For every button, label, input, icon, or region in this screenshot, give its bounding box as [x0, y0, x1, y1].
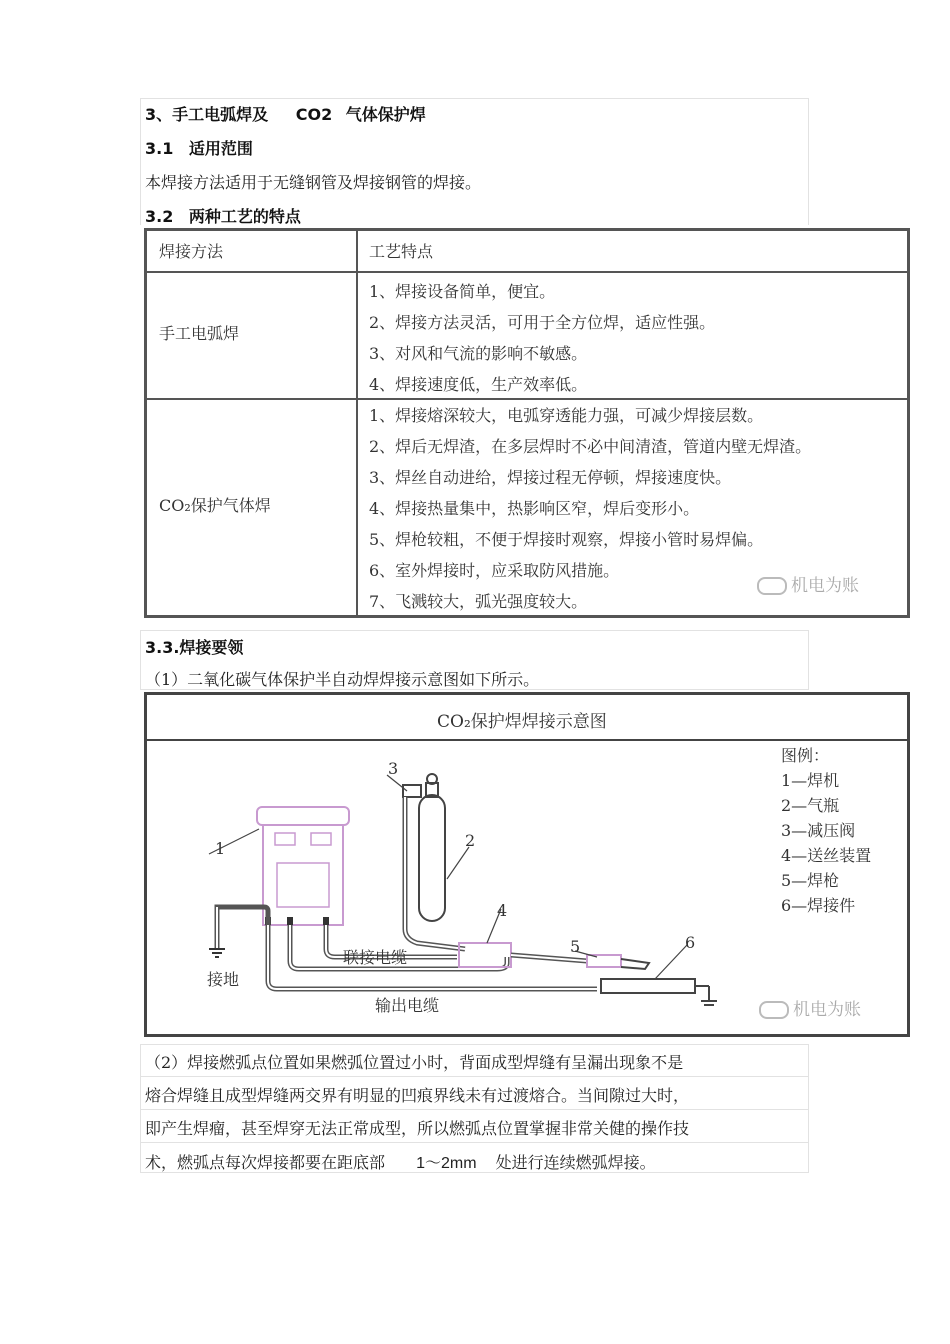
legend-item: 4—送丝装置 [781, 846, 872, 865]
diagram-watermark [759, 995, 861, 1020]
section3-title-co2: CO2 [295, 105, 333, 124]
item2-line4-b: 1～2mm [416, 1155, 477, 1172]
section32-title: 两种工艺的特点 [188, 207, 301, 226]
table-method-manual: 手工电弧焊 [159, 324, 240, 343]
workpiece-icon [601, 979, 695, 993]
co2-diagram [144, 692, 910, 1037]
legend-item: 6—焊接件 [781, 896, 856, 915]
diagram-label-1: 1 [215, 839, 226, 858]
legend-item: 3—减压阀 [781, 821, 856, 840]
item2-line1: （2）焊接燃弧点位置如果燃弧位置过小时，背面成型焊缝有呈漏出现象不是 [145, 1053, 684, 1072]
section31-heading [145, 136, 253, 159]
watermark-logo-icon [757, 577, 787, 595]
diagram-label-3: 3 [388, 759, 399, 778]
table-feature-co2-3: 3、焊丝自动进给，焊接过程无停顿，焊接速度快。 [369, 468, 732, 487]
table-feature-co2-4: 4、焊接热量集中，热影响区窄，焊后变形小。 [369, 499, 700, 518]
legend-item: 1—焊机 [781, 771, 840, 790]
watermark-logo-icon [759, 1001, 789, 1019]
section31-text: 本焊接方法适用于无缝钢管及焊接钢管的焊接。 [145, 173, 482, 192]
section31-title: 适用范围 [188, 139, 253, 158]
diagram-label-4: 4 [497, 901, 508, 920]
gas-cylinder-icon [419, 774, 445, 921]
table-header-method: 焊接方法 [159, 242, 224, 261]
section32-num: 3.2 [145, 207, 174, 226]
table-header-line [147, 271, 907, 273]
section3-title-rest: 气体保护焊 [345, 105, 426, 124]
diagram-label-5: 5 [570, 937, 581, 956]
legend-item: 5—焊枪 [781, 871, 840, 890]
diagram-watermark-text: 机电为账 [793, 1000, 861, 1020]
legend-item: 2—气瓶 [781, 796, 840, 815]
diagram-label-ground: 接地 [207, 970, 240, 989]
section33-title: 3.3.焊接要领 [145, 638, 244, 657]
table-feature-co2-7: 7、飞溅较大，弧光强度较大。 [369, 592, 588, 611]
features-table [144, 228, 910, 618]
table-col-divider [356, 231, 358, 615]
diagram-label-2: 2 [465, 831, 476, 850]
table-method-co2: CO₂保护气体焊 [159, 496, 271, 515]
table-feature-manual-3: 3、对风和气流的影响不敏感。 [369, 344, 588, 363]
diagram-legend [781, 743, 871, 918]
table-feature-co2-5: 5、焊枪较粗，不便于焊接时观察，焊接小管时易焊偏。 [369, 530, 764, 549]
table-feature-co2-2: 2、焊后无焊渣，在多层焊时不必中间清渣，管道内壁无焊渣。 [369, 437, 812, 456]
table-watermark [757, 571, 859, 596]
diagram-label-output-cable: 输出电缆 [375, 996, 440, 1015]
table-header-features: 工艺特点 [369, 242, 434, 261]
wire-feeder-icon [459, 943, 511, 967]
item2-line4 [145, 1150, 656, 1173]
welding-machine-icon [257, 807, 349, 925]
section3-title [145, 102, 426, 125]
table-row-line [147, 398, 907, 400]
diagram-title: CO₂保护焊焊接示意图 [437, 712, 607, 732]
section3-title-num: 3、手工电弧焊及 [145, 105, 269, 124]
diagram-label-6: 6 [685, 933, 696, 952]
table-feature-co2-6: 6、室外焊接时，应采取防风措施。 [369, 561, 620, 580]
table-feature-co2-1: 1、焊接熔深较大，电弧穿透能力强，可减少焊接层数。 [369, 406, 764, 425]
item2-line4-c: 处进行连续燃弧焊接。 [495, 1153, 656, 1172]
section33-item1: （1）二氧化碳气体保护半自动焊焊接示意图如下所示。 [145, 670, 540, 689]
table-feature-manual-2: 2、焊接方法灵活，可用于全方位焊，适应性强。 [369, 313, 716, 332]
item2-line3: 即产生焊瘤，甚至焊穿无法正常成型，所以燃弧点位置掌握非常关健的操作技 [145, 1119, 690, 1138]
table-feature-manual-1: 1、焊接设备简单，便宜。 [369, 282, 556, 301]
table-feature-manual-4: 4、焊接速度低，生产效率低。 [369, 375, 588, 394]
item2-line2: 熔合焊缝且成型焊缝两交界有明显的凹痕界线未有过渡熔合。当间隙过大时， [145, 1086, 690, 1105]
section31-num: 3.1 [145, 139, 174, 158]
legend-title: 图例： [781, 746, 830, 765]
table-watermark-text: 机电为账 [791, 576, 859, 596]
item2-line4-a: 术，燃弧点每次焊接都要在距底部 [145, 1153, 386, 1172]
diagram-label-link-cable: 联接电缆 [343, 948, 408, 967]
section32-heading [145, 204, 301, 227]
